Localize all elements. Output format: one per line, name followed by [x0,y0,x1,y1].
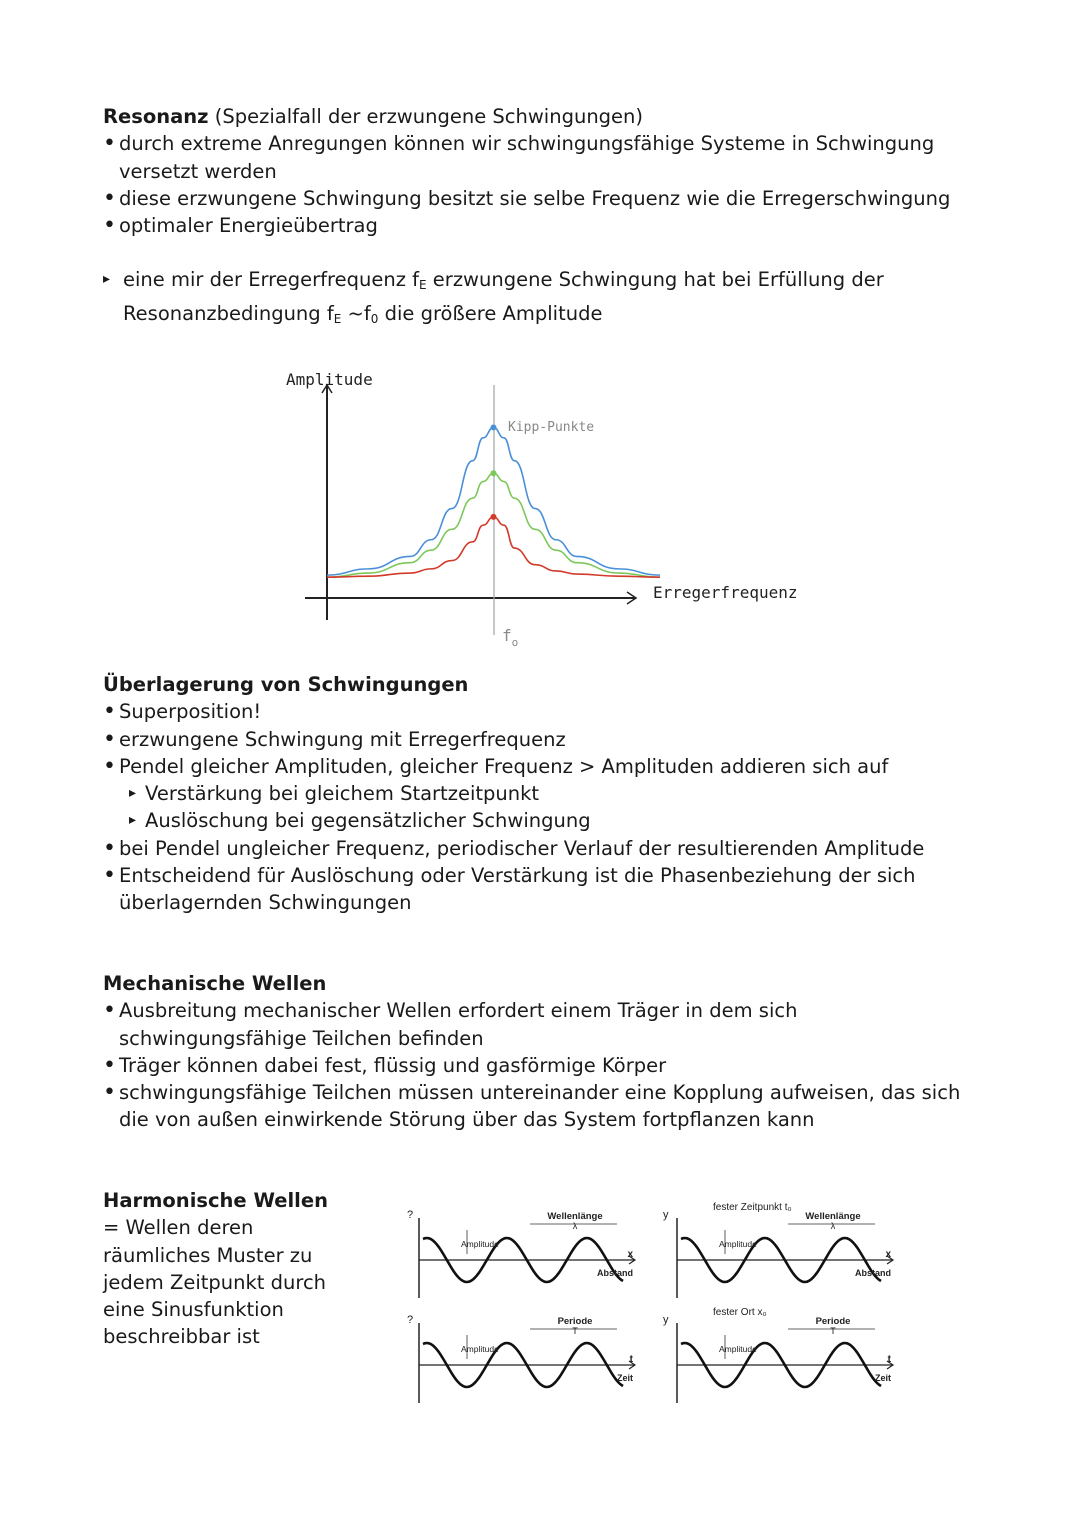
list-item: • Träger können dabei fest, flüssig und gasförmige Körper [103,1052,983,1079]
list-item: • Ausbreitung mechanischer Wellen erfordert einem Träger in dem sich schwingungsfähige Teilchen befinden [103,997,983,1052]
resonance-title: Resonanz [103,105,209,128]
note-text: eine mir der Erregerfrequenz f [123,268,420,292]
end-variable: x [885,1249,891,1260]
wavelength-symbol: T [830,1326,836,1336]
list-item: • Entscheidend für Auslöschung oder Verstärkung ist die Phasenbeziehung der sich überlagernden Schwingungen [103,862,983,917]
harmonic-section [103,1187,363,1351]
wavelength-label: Wellenlänge [805,1211,861,1222]
list-item: • erzwungene Schwingung mit Erregerfrequenz [103,726,983,753]
end-label: Zeit [616,1373,633,1383]
list-item: • optimaler Energieübertrag [103,212,983,239]
resonance-section [103,103,983,333]
note-text: erzwungene Schwingung hat bei Erfüllung der Resonanzbedingung f [123,268,884,325]
superposition-title: Überlagerung von Schwingungen [103,673,469,696]
wave-axis-label: ? [407,1209,414,1221]
note-subscript: E [333,311,342,326]
x-axis-label: Erregerfrequenz [653,583,798,602]
wavelength-symbol: T [572,1326,578,1336]
resonance-heading [103,103,983,130]
harmonic-title: Harmonische Wellen [103,1189,328,1212]
amplitude-label: Amplitude [461,1239,499,1249]
peak-point-green [491,470,497,476]
resonance-chart [270,355,830,660]
wave-diagram [663,1307,893,1403]
wave-diagrams [405,1198,925,1403]
wave-axis-label: y [663,1209,669,1221]
harmonic-definition: = Wellen deren räumliches Muster zu jedem Zeitpunkt durch eine Sinusfunktion beschreibbar ist [103,1216,327,1349]
wave-axis-label: ? [407,1314,414,1326]
y-axis-label: Amplitude [286,370,373,389]
wave-diagram [407,1209,635,1298]
wavelength-label: Wellenlänge [547,1211,603,1222]
resonance-note [103,266,983,333]
wavelength-symbol: λ [830,1221,836,1231]
wavelength-label: Periode [557,1316,593,1327]
f0-label: $f_o$ [502,626,519,649]
peak-point-blue [491,424,497,430]
end-variable: x [627,1249,633,1260]
peak-point-red [491,514,497,520]
list-item: • diese erzwungene Schwingung besitzt sie selbe Frequenz wie die Erregerschwingung [103,185,983,212]
mechanical-title: Mechanische Wellen [103,972,327,995]
amplitude-label: Amplitude [719,1239,757,1249]
note-text: ~f [341,301,371,325]
list-item: • Pendel gleicher Amplituden, gleicher Frequenz > Amplituden addieren sich auf [103,753,983,780]
superposition-section [103,671,983,917]
end-label: Abstand [597,1268,633,1278]
end-variable: t [629,1354,633,1365]
wave-caption: fester Ort x₀ [713,1307,767,1318]
wavelength-label: Periode [815,1316,851,1327]
wavelength-symbol: λ [572,1221,578,1231]
end-label: Zeit [874,1373,891,1383]
end-variable: t [887,1354,891,1365]
wave-diagram [407,1314,635,1403]
list-item: • bei Pendel ungleicher Frequenz, periodischer Verlauf der resultierenden Amplitude [103,835,983,862]
sub-list-item: ▸ Auslöschung bei gegensätzlicher Schwingung [103,807,983,834]
resonance-title-suffix: (Spezialfall der erzwungene Schwingungen) [208,105,644,128]
list-item: • durch extreme Anregungen können wir schwingungsfähige Systeme in Schwingung versetzt werden [103,130,983,185]
sub-list-item: ▸ Verstärkung bei gleichem Startzeitpunkt [103,780,983,807]
end-label: Abstand [855,1268,891,1278]
amplitude-label: Amplitude [461,1344,499,1354]
note-subscript: E [419,278,427,293]
wave-diagram [663,1202,893,1298]
wave-axis-label: y [663,1314,669,1326]
list-item: • Superposition! [103,698,983,725]
amplitude-label: Amplitude [719,1344,757,1354]
peak-annotation: Kipp-Punkte [508,420,595,435]
wave-caption: fester Zeitpunkt t₀ [713,1202,792,1213]
note-subscript: 0 [370,311,379,326]
mechanical-section [103,970,983,1134]
list-item: • schwingungsfähige Teilchen müssen untereinander eine Kopplung aufweisen, das sich die von außen einwirkende Störung über das System fortpflanzen kann [103,1079,983,1134]
note-text: die größere Amplitude [378,301,603,325]
